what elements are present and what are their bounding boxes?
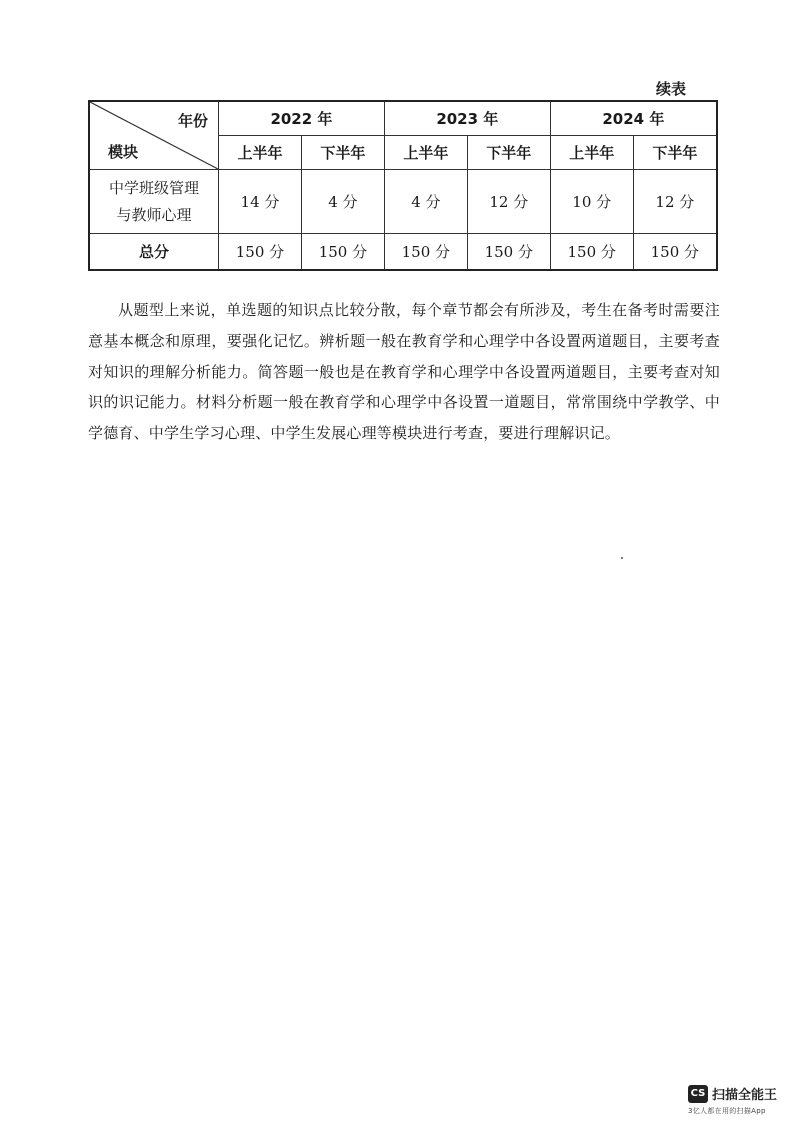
- module-name-cell: [89, 170, 219, 234]
- year-header: 2024 年: [550, 101, 717, 136]
- scanner-tagline: 3亿人都在用的扫描App: [688, 1107, 766, 1115]
- module-name-line1: 中学班级管理: [108, 178, 199, 197]
- score-cell: 4 分: [301, 170, 384, 234]
- half-year-header: 上半年: [550, 136, 633, 170]
- total-cell: 150 分: [301, 234, 384, 271]
- body-paragraph: 从题型上来说，单选题的知识点比较分散，每个章节都会有所涉及，考生在备考时需要注意基本概念和原理，要强化记忆。辨析题一般在教育学和心理学中各设置两道题目，主要考查对知识的理解分析能力。简答题一般也是在教育学和心理学中各设置两道题目，主要考查对知识的识记能力。材料分析题一般在教育学和心理学中各设置一道题目，常常围绕中学教学、中学德育、中学生学习心理、中学生发展心理等模块进行考查，要进行理解识记。: [88, 301, 720, 443]
- year-header: 2023 年: [384, 101, 550, 136]
- score-table: [88, 100, 718, 271]
- table-row-module: [89, 170, 717, 234]
- half-year-header: 下半年: [467, 136, 550, 170]
- table-row-total: [89, 234, 717, 271]
- score-cell: 10 分: [550, 170, 633, 234]
- score-cell: 12 分: [633, 170, 717, 234]
- total-cell: 150 分: [550, 234, 633, 271]
- half-year-header: 下半年: [301, 136, 384, 170]
- half-year-header: 下半年: [633, 136, 717, 170]
- half-year-header: 上半年: [384, 136, 467, 170]
- score-cell: 4 分: [384, 170, 467, 234]
- corner-year-label: 年份: [177, 112, 208, 130]
- scan-speck: [621, 557, 623, 559]
- total-cell: 150 分: [633, 234, 717, 271]
- total-cell: 150 分: [467, 234, 550, 271]
- total-label-cell: 总分: [89, 234, 219, 271]
- total-cell: 150 分: [384, 234, 467, 271]
- scanner-watermark: [688, 1083, 777, 1116]
- table-header-years: [89, 101, 717, 136]
- scanner-logo-icon: CS: [688, 1085, 708, 1103]
- score-cell: 14 分: [219, 170, 302, 234]
- scanner-brand-name: 扫描全能王: [712, 1088, 778, 1103]
- module-name-line2: 与教师心理: [116, 205, 192, 224]
- total-cell: 150 分: [219, 234, 302, 271]
- year-header: 2022 年: [219, 101, 385, 136]
- continued-label: 续表: [656, 80, 687, 98]
- half-year-header: 上半年: [219, 136, 302, 170]
- score-cell: 12 分: [467, 170, 550, 234]
- table-corner-header: [89, 101, 219, 170]
- corner-module-label: 模块: [108, 143, 139, 161]
